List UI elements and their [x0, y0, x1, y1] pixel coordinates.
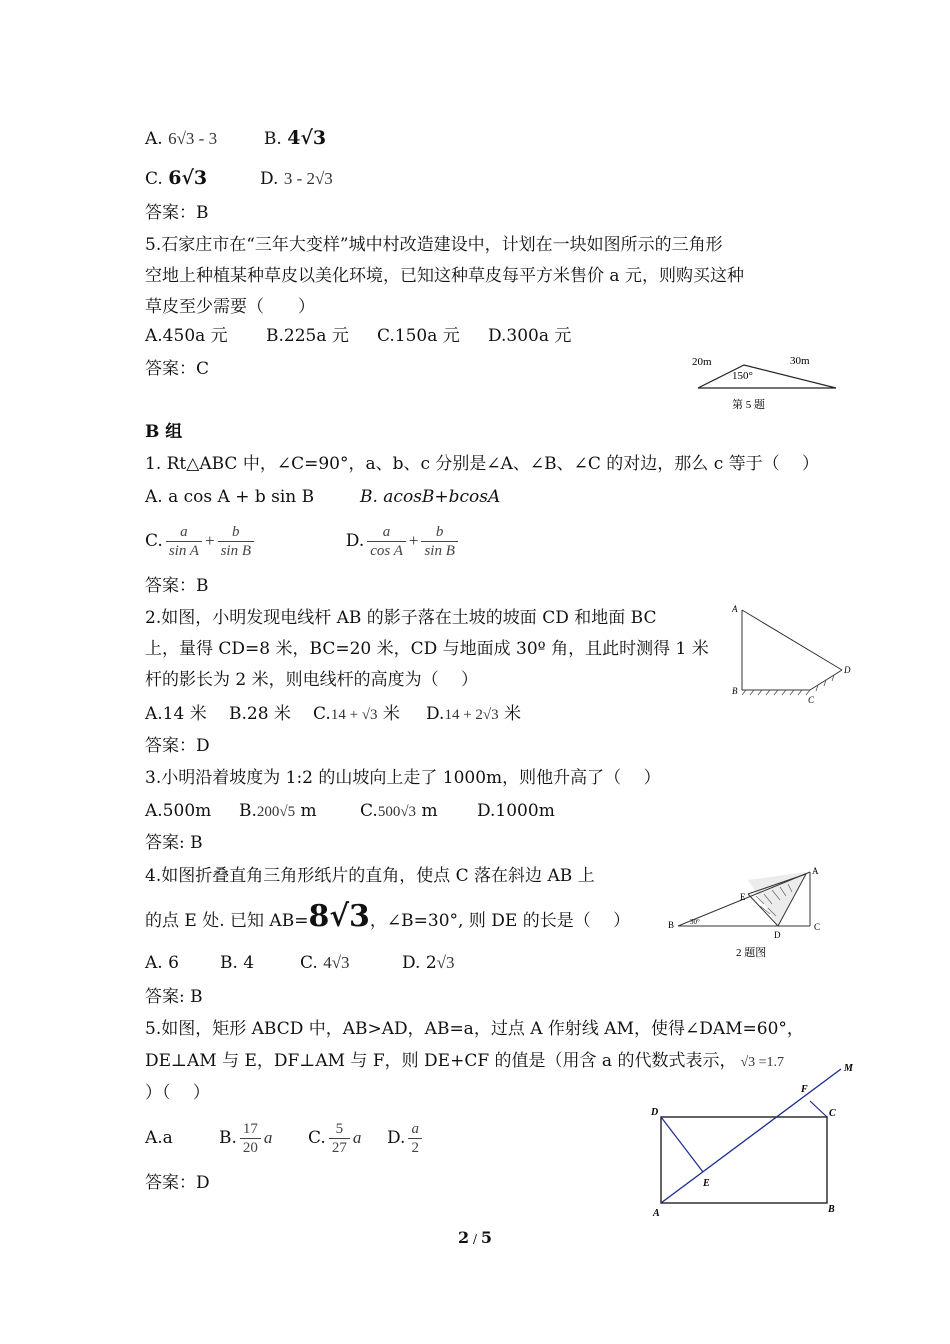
- b5-fig-label-b: B: [828, 1204, 835, 1215]
- b5-text-line1: 5.如图，矩形 ABCD 中，AB>AD，AB=a，过点 A 作射线 AM，使得∠DAM=60°，: [145, 1019, 804, 1039]
- q5a-options: [145, 325, 571, 347]
- q5a-answer: 答案：C: [145, 359, 210, 379]
- b4-fold-figure: [660, 862, 830, 962]
- q4a-option-b-expr: 4√3: [287, 127, 327, 149]
- b1-option-d: D.: [345, 531, 365, 551]
- b3-options: [145, 800, 555, 823]
- b4-option-c: C. 4√3: [300, 953, 350, 973]
- b1-options-cd: C. $\frac{a}{\text{sin A}}$ + $\frac{b}{\text{sin B}}$ D. $\frac{a}{\text{cos A}}$ + $\frac{b}{\text{sin B}}$: [145, 519, 461, 563]
- q4a-option-b: B.: [263, 129, 288, 149]
- b5-option-c: C. $\frac{5}{27}$ a: [308, 1121, 362, 1156]
- b5-text-line2: DE⊥AM 与 E，DF⊥AM 与 F，则 DE+CF 的值是（用含 a 的代数式表示， √3 =1.7: [145, 1051, 785, 1071]
- b1-option-b: B. acosB+bcosA: [360, 487, 501, 507]
- b5-option-a: A.a: [145, 1128, 173, 1148]
- q5a-option-d: D.300a 元: [488, 326, 572, 346]
- b2-fig-label-d: D: [844, 665, 851, 675]
- b5-options: [145, 1116, 425, 1160]
- b1-options-ab: [145, 486, 500, 508]
- b3-option-c: C.500√3 m: [360, 801, 438, 821]
- q4a-row2: [145, 167, 333, 190]
- q5a-fig-label-20m: 20m: [692, 356, 712, 368]
- b2-text-line3: 杆的影长为 2 米，则电线杆的高度为（ ）: [145, 670, 479, 690]
- b1-option-d-frac2: $\frac{b}{\text{sin B}}$: [421, 523, 457, 560]
- q5a-option-a: A.450a 元: [145, 326, 228, 346]
- b3-question: 3.小明沿着坡度为 1:2 的山坡向上走了 1000m，则他升高了（ ）: [145, 768, 661, 788]
- b2-option-d: D.14 + 2√3 米: [426, 704, 522, 724]
- b1-option-a: A. a cos A + b sin B: [145, 487, 315, 507]
- b4-answer: 答案: B: [145, 987, 203, 1007]
- q4a-answer: 答案：B: [145, 203, 209, 223]
- b4-fig-angle: 30°: [690, 918, 700, 926]
- b3-answer: 答案: B: [145, 833, 203, 853]
- b4-text-line2: 的点 E 处. 已知 AB=8√3，∠B=30°, 则 DE 的长是（ ）: [145, 899, 631, 934]
- b1-answer: 答案：B: [145, 576, 209, 596]
- q5a-fig-caption: 第 5 题: [732, 399, 765, 411]
- b2-option-a: A.14 米: [145, 704, 207, 724]
- q5a-option-b: B.225a 元: [266, 326, 349, 346]
- b2-pole-figure: [728, 600, 858, 708]
- b2-option-b: B.28 米: [229, 704, 291, 724]
- q4a-option-d-expr: 3 - 2√3: [283, 169, 333, 188]
- b4-fig-label-b: B: [668, 920, 675, 930]
- b5-fig-label-f: F: [801, 1084, 808, 1095]
- b2-fig-label-c: C: [808, 695, 815, 705]
- q5a-text-line1: 5.石家庄市在“三年大变样”城中村改造建设中，计划在一块如图所示的三角形: [145, 235, 723, 255]
- b1-question: 1. Rt△ABC 中，∠C=90°，a、b、c 分别是∠A、∠B、∠C 的对边，那么 c 等于（ ）: [145, 454, 820, 474]
- b3-option-b: B.200√5 m: [239, 801, 317, 821]
- b4-fig-label-c: C: [814, 922, 821, 932]
- b4-option-d: D. 2√3: [402, 953, 455, 973]
- b4-option-a: A. 6: [145, 953, 179, 973]
- b5-fig-label-d: D: [651, 1107, 659, 1118]
- b3-option-a: A.500m: [145, 801, 212, 821]
- page-number: 2 / 5: [458, 1228, 492, 1247]
- b4-fig-label-e: E: [740, 892, 746, 902]
- b2-text-line1: 2.如图，小明发现电线杆 AB 的影子落在土坡的坡面 CD 和地面 BC: [145, 608, 657, 628]
- b2-option-c: C.14 + √3 米: [313, 704, 400, 724]
- b1-option-c: C.: [145, 531, 163, 551]
- b4-options: [145, 952, 455, 974]
- b3-option-d: D.1000m: [477, 801, 555, 821]
- q5a-option-c: C.150a 元: [377, 326, 460, 346]
- b5-sqrt-note: √3 =1.7: [740, 1055, 785, 1070]
- q5a-fig-angle: 150°: [732, 370, 753, 382]
- q4a-row1: [145, 127, 326, 150]
- b5-fig-label-m: M: [844, 1063, 853, 1074]
- b1-option-c-frac1: $\frac{a}{\text{sin A}}$: [166, 523, 202, 560]
- q4a-option-d: D.: [259, 169, 284, 189]
- b5-rectangle-figure: [645, 1058, 860, 1220]
- b4-ab-value: 8√3: [308, 899, 370, 934]
- b5-option-d: D. $\frac{a}{2}$: [387, 1116, 425, 1160]
- b5-fig-label-e: E: [703, 1178, 710, 1189]
- q5a-text-line2: 空地上种植某种草皮以美化环境，已知这种草皮每平方米售价 a 元，则购买这种: [145, 266, 744, 286]
- q4a-option-a-expr: 6√3 - 3: [168, 129, 218, 148]
- b2-answer: 答案：D: [145, 736, 210, 756]
- q5a-triangle-figure: [688, 350, 848, 416]
- b2-options: [145, 703, 521, 726]
- b4-option-b: B. 4: [220, 953, 255, 973]
- b1-option-c-frac2: $\frac{b}{\text{sin B}}$: [218, 523, 254, 560]
- b5-fig-label-c: C: [829, 1108, 836, 1119]
- b4-fig-label-a: A: [812, 866, 819, 876]
- b5-answer: 答案：D: [145, 1173, 210, 1193]
- b5-text-line3: ）（ ）: [145, 1083, 210, 1103]
- b2-text-line2: 上，量得 CD=8 米，BC=20 米，CD 与地面成 30º 角，且此时测得 1 米: [145, 639, 709, 659]
- q4a-option-c: C.: [145, 169, 169, 189]
- b2-fig-label-b: B: [732, 686, 738, 696]
- b4-fig-label-d: D: [774, 930, 781, 940]
- b4-text-line1: 4.如图折叠直角三角形纸片的直角，使点 C 落在斜边 AB 上: [145, 866, 595, 886]
- q5a-text-line3: 草皮至少需要（ ）: [145, 297, 315, 317]
- q5a-fig-label-30m: 30m: [790, 355, 810, 367]
- q4a-option-a: A.: [145, 129, 169, 149]
- group-b-heading: B 组: [145, 422, 183, 442]
- b4-fig-caption: 2 题图: [736, 947, 767, 959]
- b5-option-b: B. $\frac{17}{20}$ a: [219, 1121, 273, 1156]
- b1-option-d-frac1: $\frac{a}{\text{cos A}}$: [367, 523, 406, 560]
- b5-fig-label-a: A: [653, 1208, 660, 1219]
- b2-fig-label-a: A: [732, 604, 738, 614]
- q4a-option-c-expr: 6√3: [168, 167, 208, 189]
